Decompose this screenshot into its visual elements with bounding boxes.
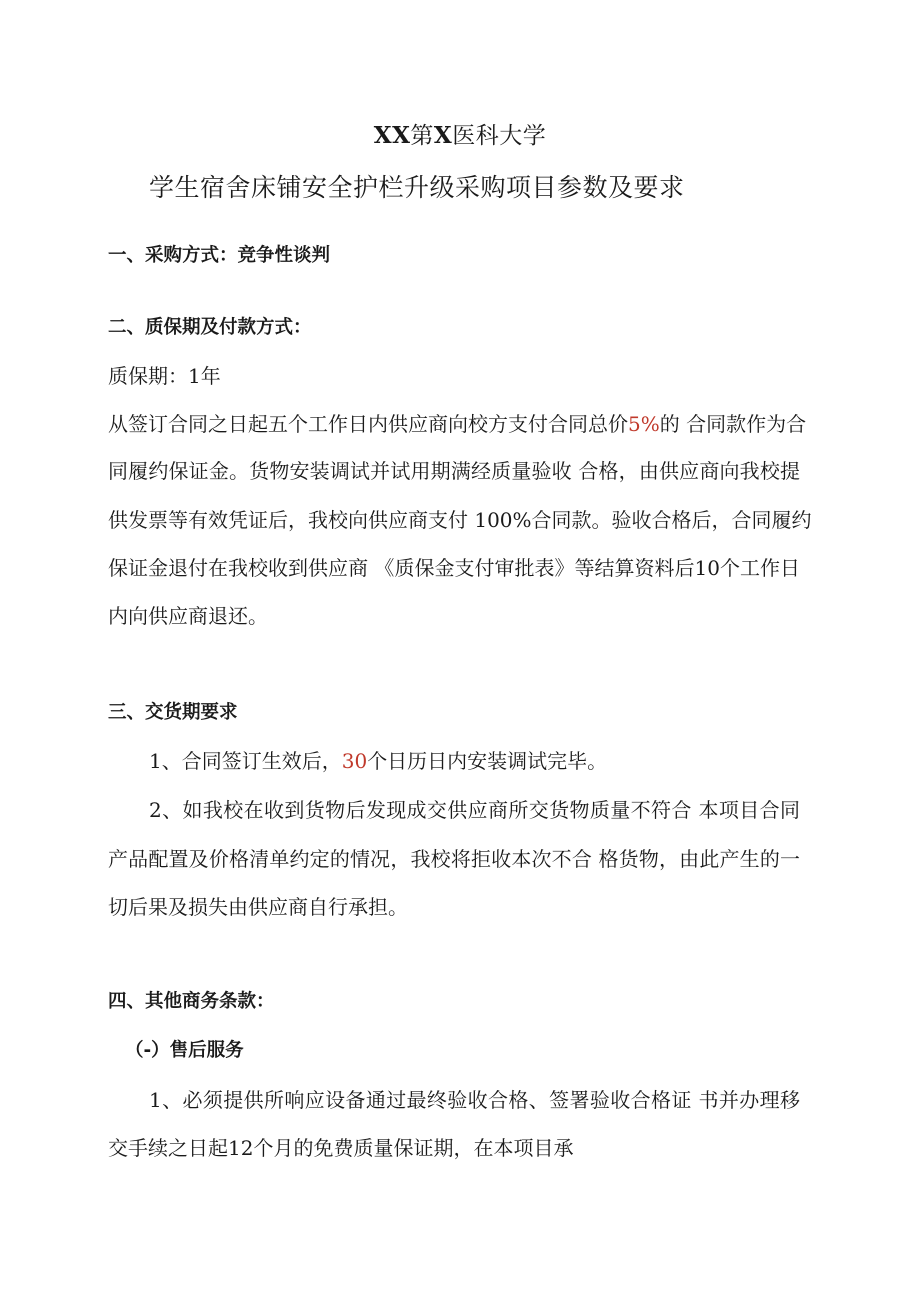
delivery-item-2-line-2: 产品配置及价格清单约定的情况，我校将拒收本次不合 格货物，由此产生的一 xyxy=(108,847,800,871)
subsection-heading-after-sales: （-）售后服务 xyxy=(125,1040,244,1061)
document-title: XX第X医科大学 xyxy=(373,122,547,149)
payment-paragraph-line-3: 供发票等有效凭证后，我校向供应商支付 100%合同款。验收合格后，合同履约 xyxy=(108,508,812,532)
section-heading-procurement-method: 一、采购方式：竞争性谈判 xyxy=(108,245,331,266)
section-heading-delivery: 三、交货期要求 xyxy=(108,702,238,723)
delivery-item-2-line-1: 2、如我校在收到货物后发现成交供应商所交货物质量不符合 本项目合同 xyxy=(149,798,800,822)
highlight-days: 30 xyxy=(341,749,368,773)
payment-paragraph-line-4: 保证金退付在我校收到供应商 《质保金支付审批表》等结算资料后10个工作日 xyxy=(108,556,800,580)
delivery-item-2-line-3: 切后果及损失由供应商自行承担。 xyxy=(108,895,408,919)
payment-paragraph-line-2: 同履约保证金。货物安装调试并试用期满经质量验收 合格，由供应商向我校提 xyxy=(108,459,800,483)
payment-paragraph-line-1: 从签订合同之日起五个工作日内供应商向校方支付合同总价5%的 合同款作为合 xyxy=(108,412,807,436)
document-subtitle: 学生宿舍床铺安全护栏升级采购项目参数及要求 xyxy=(149,173,685,202)
section-heading-other-terms: 四、其他商务条款： xyxy=(108,991,275,1012)
warranty-period-text: 质保期：1年 xyxy=(108,364,221,388)
service-item-1-line-1: 1、必须提供所响应设备通过最终验收合格、签署验收合格证 书并办理移 xyxy=(149,1088,800,1112)
highlight-percent: 5% xyxy=(628,412,660,436)
service-item-1-line-2: 交手续之日起12个月的免费质量保证期，在本项目承 xyxy=(108,1136,574,1160)
payment-paragraph-line-5: 内向供应商退还。 xyxy=(108,604,268,628)
section-heading-warranty-payment: 二、质保期及付款方式： xyxy=(108,317,312,338)
delivery-item-1: 1、合同签订生效后，30个日历日内安装调试完毕。 xyxy=(149,749,608,773)
